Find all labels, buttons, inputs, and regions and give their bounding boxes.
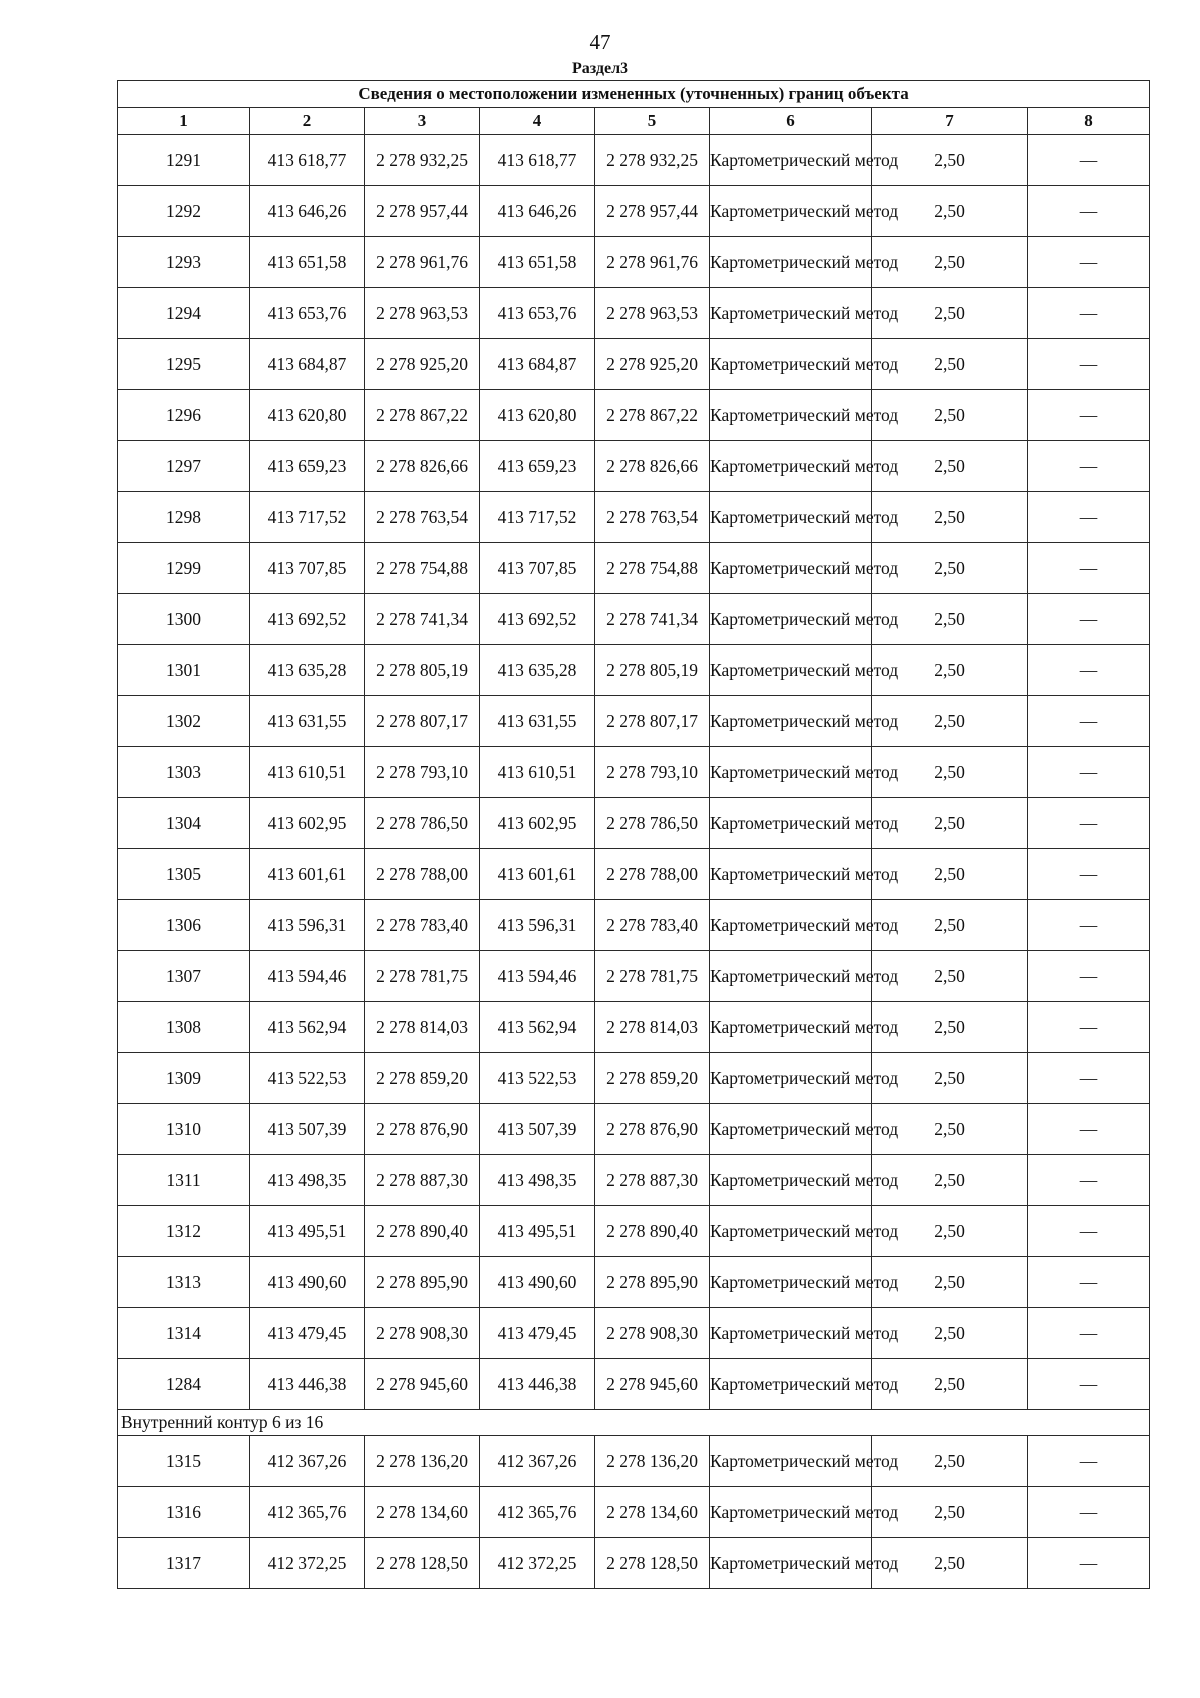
- table-cell: —: [1028, 1436, 1150, 1487]
- table-row: [118, 288, 1150, 339]
- table-cell: —: [1028, 1359, 1150, 1410]
- table-cell: 413 646,26: [250, 186, 365, 237]
- table-cell: 2 278 805,19: [595, 645, 710, 696]
- table-cell: Картометрический метод: [710, 1155, 872, 1206]
- table-row: [118, 441, 1150, 492]
- table-cell: 413 594,46: [250, 951, 365, 1002]
- table-cell: 1296: [118, 390, 250, 441]
- table-cell: 2,50: [872, 951, 1028, 1002]
- table-cell: 413 646,26: [480, 186, 595, 237]
- table-cell: 2,50: [872, 1155, 1028, 1206]
- table-cell: 2 278 890,40: [365, 1206, 480, 1257]
- table-cell: 2 278 788,00: [595, 849, 710, 900]
- table-cell: 2 278 859,20: [365, 1053, 480, 1104]
- table-cell: 413 594,46: [480, 951, 595, 1002]
- table-cell: —: [1028, 237, 1150, 288]
- table-cell: 412 367,26: [250, 1436, 365, 1487]
- table-cell: 1292: [118, 186, 250, 237]
- table-cell: 2 278 754,88: [595, 543, 710, 594]
- table-cell: 1302: [118, 696, 250, 747]
- table-cell: 413 631,55: [480, 696, 595, 747]
- table-row: [118, 1206, 1150, 1257]
- table-row: [118, 951, 1150, 1002]
- table-cell: 2 278 876,90: [365, 1104, 480, 1155]
- table-cell: 413 490,60: [250, 1257, 365, 1308]
- table-cell: 2 278 814,03: [365, 1002, 480, 1053]
- table-cell: 2,50: [872, 237, 1028, 288]
- table-cell: 2 278 932,25: [595, 135, 710, 186]
- table-caption-row: [118, 81, 1150, 108]
- table-cell: 413 653,76: [480, 288, 595, 339]
- table-cell: 2,50: [872, 849, 1028, 900]
- table-cell: —: [1028, 900, 1150, 951]
- table-row: [118, 1155, 1150, 1206]
- table-cell: Картометрический метод: [710, 747, 872, 798]
- table-cell: Картометрический метод: [710, 1053, 872, 1104]
- table-cell: 2 278 945,60: [365, 1359, 480, 1410]
- table-cell: 2,50: [872, 900, 1028, 951]
- table-cell: —: [1028, 1053, 1150, 1104]
- table-cell: 413 651,58: [250, 237, 365, 288]
- table-cell: —: [1028, 1538, 1150, 1589]
- table-cell: 2,50: [872, 390, 1028, 441]
- table-cell: 413 601,61: [250, 849, 365, 900]
- table-cell: —: [1028, 492, 1150, 543]
- table-cell: Картометрический метод: [710, 849, 872, 900]
- table-cell: 2 278 783,40: [595, 900, 710, 951]
- table-cell: —: [1028, 594, 1150, 645]
- table-cell: 2 278 134,60: [595, 1487, 710, 1538]
- table-cell: 2 278 867,22: [595, 390, 710, 441]
- table-cell: 1311: [118, 1155, 250, 1206]
- table-cell: 2 278 932,25: [365, 135, 480, 186]
- table-cell: 2,50: [872, 1436, 1028, 1487]
- table-cell: 2,50: [872, 1487, 1028, 1538]
- table-row: [118, 492, 1150, 543]
- table-row: [118, 696, 1150, 747]
- table-cell: Картометрический метод: [710, 543, 872, 594]
- table-row: [118, 135, 1150, 186]
- table-cell: 412 365,76: [250, 1487, 365, 1538]
- table-cell: 1293: [118, 237, 250, 288]
- column-header: 2: [250, 108, 365, 135]
- table-row: [118, 798, 1150, 849]
- table-cell: —: [1028, 441, 1150, 492]
- table-cell: Картометрический метод: [710, 492, 872, 543]
- table-cell: 413 562,94: [250, 1002, 365, 1053]
- table-cell: 1297: [118, 441, 250, 492]
- table-cell: 2 278 763,54: [365, 492, 480, 543]
- table-cell: 1317: [118, 1538, 250, 1589]
- table-cell: Картометрический метод: [710, 696, 872, 747]
- table-cell: 2 278 925,20: [365, 339, 480, 390]
- table-caption: Сведения о местоположении измененных (уточненных) границ объекта: [118, 81, 1150, 108]
- table-cell: 413 522,53: [480, 1053, 595, 1104]
- contour-label: Внутренний контур 6 из 16: [118, 1410, 1150, 1436]
- table-row: [118, 594, 1150, 645]
- table-cell: 2,50: [872, 1104, 1028, 1155]
- table-row: [118, 849, 1150, 900]
- table-cell: 1291: [118, 135, 250, 186]
- table-cell: Картометрический метод: [710, 798, 872, 849]
- table-row: [118, 339, 1150, 390]
- column-header: 6: [710, 108, 872, 135]
- table-cell: 413 618,77: [250, 135, 365, 186]
- table-cell: 2 278 793,10: [595, 747, 710, 798]
- table-cell: 2 278 908,30: [595, 1308, 710, 1359]
- table-cell: 1309: [118, 1053, 250, 1104]
- table-cell: —: [1028, 1308, 1150, 1359]
- table-cell: 413 659,23: [250, 441, 365, 492]
- table-cell: Картометрический метод: [710, 135, 872, 186]
- table-cell: 2,50: [872, 798, 1028, 849]
- table-cell: —: [1028, 339, 1150, 390]
- section-title: Раздел3: [571, 60, 629, 77]
- table-cell: Картометрический метод: [710, 186, 872, 237]
- table-cell: 2 278 136,20: [595, 1436, 710, 1487]
- table-cell: 413 610,51: [480, 747, 595, 798]
- table-cell: —: [1028, 1487, 1150, 1538]
- table-row: [118, 1487, 1150, 1538]
- table-cell: 2,50: [872, 1206, 1028, 1257]
- table-cell: 1303: [118, 747, 250, 798]
- table-cell: —: [1028, 696, 1150, 747]
- table-cell: 2 278 741,34: [365, 594, 480, 645]
- table-cell: 413 446,38: [480, 1359, 595, 1410]
- contour-row: [118, 1410, 1150, 1436]
- table-cell: 2,50: [872, 1359, 1028, 1410]
- table-cell: 2,50: [872, 1257, 1028, 1308]
- table-cell: 1300: [118, 594, 250, 645]
- table-cell: 2 278 807,17: [365, 696, 480, 747]
- table-cell: 413 659,23: [480, 441, 595, 492]
- table-cell: 2 278 136,20: [365, 1436, 480, 1487]
- table-cell: 1305: [118, 849, 250, 900]
- table-cell: Картометрический метод: [710, 390, 872, 441]
- table-cell: —: [1028, 849, 1150, 900]
- table-body: [118, 81, 1150, 1589]
- table-row: [118, 390, 1150, 441]
- table-cell: Картометрический метод: [710, 1257, 872, 1308]
- table-cell: 2,50: [872, 1002, 1028, 1053]
- table-cell: 1301: [118, 645, 250, 696]
- table-cell: 2 278 128,50: [365, 1538, 480, 1589]
- table-cell: 413 620,80: [250, 390, 365, 441]
- table-cell: Картометрический метод: [710, 594, 872, 645]
- table-cell: —: [1028, 186, 1150, 237]
- table-row: [118, 1538, 1150, 1589]
- table-cell: 2 278 788,00: [365, 849, 480, 900]
- table-cell: 413 490,60: [480, 1257, 595, 1308]
- table-cell: 2 278 783,40: [365, 900, 480, 951]
- table-cell: 2 278 890,40: [595, 1206, 710, 1257]
- table-row: [118, 1104, 1150, 1155]
- table-cell: Картометрический метод: [710, 645, 872, 696]
- table-cell: 1284: [118, 1359, 250, 1410]
- table-cell: 2 278 826,66: [595, 441, 710, 492]
- table-cell: 1304: [118, 798, 250, 849]
- table-cell: 412 372,25: [480, 1538, 595, 1589]
- table-cell: —: [1028, 645, 1150, 696]
- table-cell: 413 631,55: [250, 696, 365, 747]
- table-cell: —: [1028, 1257, 1150, 1308]
- table-cell: 413 707,85: [250, 543, 365, 594]
- table-header-row: [118, 108, 1150, 135]
- table-row: [118, 645, 1150, 696]
- table-cell: 2 278 807,17: [595, 696, 710, 747]
- table-cell: 1310: [118, 1104, 250, 1155]
- table-cell: Картометрический метод: [710, 339, 872, 390]
- table-cell: 413 562,94: [480, 1002, 595, 1053]
- table-cell: Картометрический метод: [710, 1002, 872, 1053]
- table-cell: 2,50: [872, 135, 1028, 186]
- table-cell: 2,50: [872, 1308, 1028, 1359]
- table-cell: 2,50: [872, 747, 1028, 798]
- table-cell: 2 278 895,90: [365, 1257, 480, 1308]
- table-cell: Картометрический метод: [710, 441, 872, 492]
- table-cell: 2 278 925,20: [595, 339, 710, 390]
- table-cell: 1315: [118, 1436, 250, 1487]
- table-cell: 413 692,52: [480, 594, 595, 645]
- table-cell: 2 278 963,53: [595, 288, 710, 339]
- table-cell: 413 498,35: [480, 1155, 595, 1206]
- table-cell: 2 278 887,30: [595, 1155, 710, 1206]
- table-cell: 413 651,58: [480, 237, 595, 288]
- table-cell: 413 717,52: [480, 492, 595, 543]
- table-cell: 413 602,95: [250, 798, 365, 849]
- table-cell: 2 278 895,90: [595, 1257, 710, 1308]
- table-row: [118, 186, 1150, 237]
- table-cell: 2 278 859,20: [595, 1053, 710, 1104]
- table-cell: 413 479,45: [250, 1308, 365, 1359]
- table-cell: 2,50: [872, 594, 1028, 645]
- table-cell: 1313: [118, 1257, 250, 1308]
- table-cell: 1294: [118, 288, 250, 339]
- table-cell: 1306: [118, 900, 250, 951]
- table-cell: 1314: [118, 1308, 250, 1359]
- table-cell: 2 278 786,50: [365, 798, 480, 849]
- table-cell: —: [1028, 1155, 1150, 1206]
- table-cell: Картометрический метод: [710, 288, 872, 339]
- table-cell: —: [1028, 1104, 1150, 1155]
- table-cell: 2 278 128,50: [595, 1538, 710, 1589]
- table-cell: 2 278 805,19: [365, 645, 480, 696]
- table-cell: 1298: [118, 492, 250, 543]
- table-cell: 2 278 961,76: [595, 237, 710, 288]
- column-header: 5: [595, 108, 710, 135]
- table-cell: Картометрический метод: [710, 951, 872, 1002]
- table-cell: Картометрический метод: [710, 1104, 872, 1155]
- table-cell: 413 602,95: [480, 798, 595, 849]
- coordinates-table: [117, 80, 1150, 1589]
- table-cell: Картометрический метод: [710, 1538, 872, 1589]
- table-cell: 413 601,61: [480, 849, 595, 900]
- table-cell: 1295: [118, 339, 250, 390]
- table-cell: 413 684,87: [250, 339, 365, 390]
- table-cell: 2 278 763,54: [595, 492, 710, 543]
- table-cell: 2 278 961,76: [365, 237, 480, 288]
- table-cell: 2 278 134,60: [365, 1487, 480, 1538]
- table-cell: 2,50: [872, 339, 1028, 390]
- table-cell: 2,50: [872, 645, 1028, 696]
- page-number: 47: [589, 30, 611, 54]
- table-row: [118, 747, 1150, 798]
- table-cell: 2,50: [872, 492, 1028, 543]
- table-cell: Картометрический метод: [710, 1487, 872, 1538]
- table-cell: 2 278 814,03: [595, 1002, 710, 1053]
- table-cell: Картометрический метод: [710, 1436, 872, 1487]
- table-cell: —: [1028, 135, 1150, 186]
- table-cell: —: [1028, 288, 1150, 339]
- table-cell: 2 278 786,50: [595, 798, 710, 849]
- table-cell: —: [1028, 798, 1150, 849]
- table-cell: Картометрический метод: [710, 237, 872, 288]
- table-cell: 413 692,52: [250, 594, 365, 645]
- table-cell: 413 479,45: [480, 1308, 595, 1359]
- table-cell: 2,50: [872, 288, 1028, 339]
- table-cell: 413 507,39: [250, 1104, 365, 1155]
- table-cell: 2 278 867,22: [365, 390, 480, 441]
- table-cell: —: [1028, 1206, 1150, 1257]
- table-cell: 413 507,39: [480, 1104, 595, 1155]
- table-cell: 2 278 957,44: [365, 186, 480, 237]
- table-row: [118, 237, 1150, 288]
- table-cell: 412 365,76: [480, 1487, 595, 1538]
- table-cell: 413 620,80: [480, 390, 595, 441]
- table-cell: 2,50: [872, 543, 1028, 594]
- column-header: 4: [480, 108, 595, 135]
- table-cell: 413 522,53: [250, 1053, 365, 1104]
- table-cell: 2,50: [872, 441, 1028, 492]
- table-cell: 2 278 781,75: [365, 951, 480, 1002]
- table-cell: Картометрический метод: [710, 1206, 872, 1257]
- table-cell: 1316: [118, 1487, 250, 1538]
- table-row: [118, 1308, 1150, 1359]
- table-cell: 1308: [118, 1002, 250, 1053]
- table-row: [118, 543, 1150, 594]
- table-cell: 413 495,51: [480, 1206, 595, 1257]
- table-cell: 413 635,28: [480, 645, 595, 696]
- table-cell: 2,50: [872, 696, 1028, 747]
- table-cell: —: [1028, 951, 1150, 1002]
- table-cell: 2,50: [872, 1538, 1028, 1589]
- table-row: [118, 1436, 1150, 1487]
- table-cell: 413 635,28: [250, 645, 365, 696]
- column-header: 7: [872, 108, 1028, 135]
- table-cell: 2,50: [872, 186, 1028, 237]
- table-row: [118, 1053, 1150, 1104]
- table-cell: 1307: [118, 951, 250, 1002]
- table-cell: Картометрический метод: [710, 1308, 872, 1359]
- table-cell: 413 707,85: [480, 543, 595, 594]
- table-cell: 2 278 781,75: [595, 951, 710, 1002]
- table-cell: 413 446,38: [250, 1359, 365, 1410]
- column-header: 8: [1028, 108, 1150, 135]
- table-cell: —: [1028, 390, 1150, 441]
- table-cell: 2 278 945,60: [595, 1359, 710, 1410]
- column-header: 1: [118, 108, 250, 135]
- table-cell: 2 278 963,53: [365, 288, 480, 339]
- table-cell: 2 278 826,66: [365, 441, 480, 492]
- table-cell: 413 495,51: [250, 1206, 365, 1257]
- table-cell: 2,50: [872, 1053, 1028, 1104]
- table-cell: 413 596,31: [250, 900, 365, 951]
- table-cell: 2 278 741,34: [595, 594, 710, 645]
- table-cell: —: [1028, 543, 1150, 594]
- table-cell: 2 278 793,10: [365, 747, 480, 798]
- table-cell: 413 684,87: [480, 339, 595, 390]
- table-cell: —: [1028, 1002, 1150, 1053]
- table-cell: 413 498,35: [250, 1155, 365, 1206]
- table-cell: 413 653,76: [250, 288, 365, 339]
- table-cell: 2 278 908,30: [365, 1308, 480, 1359]
- table-cell: 413 717,52: [250, 492, 365, 543]
- column-header: 3: [365, 108, 480, 135]
- table-row: [118, 900, 1150, 951]
- table-cell: 2 278 876,90: [595, 1104, 710, 1155]
- table-cell: 2 278 754,88: [365, 543, 480, 594]
- table-cell: 2 278 887,30: [365, 1155, 480, 1206]
- table-cell: —: [1028, 747, 1150, 798]
- table-cell: 413 596,31: [480, 900, 595, 951]
- table-cell: 2 278 957,44: [595, 186, 710, 237]
- table-cell: Картометрический метод: [710, 1359, 872, 1410]
- table-cell: 413 610,51: [250, 747, 365, 798]
- table-cell: 412 367,26: [480, 1436, 595, 1487]
- table-row: [118, 1257, 1150, 1308]
- table-cell: 1312: [118, 1206, 250, 1257]
- table-cell: Картометрический метод: [710, 900, 872, 951]
- table-cell: 412 372,25: [250, 1538, 365, 1589]
- table-row: [118, 1002, 1150, 1053]
- table-row: [118, 1359, 1150, 1410]
- table-cell: 413 618,77: [480, 135, 595, 186]
- table-cell: 1299: [118, 543, 250, 594]
